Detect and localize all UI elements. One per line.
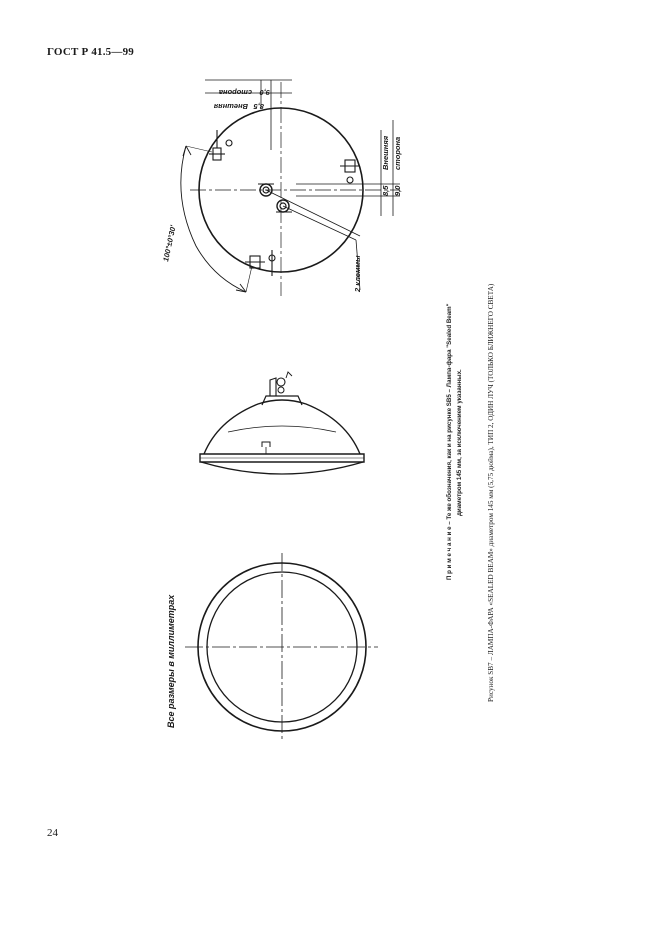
page-number: 24 — [47, 827, 58, 839]
contacts-label: 2 клеммы — [353, 255, 362, 292]
dim-right-1: 8,5 — [381, 185, 390, 196]
side-view — [200, 372, 364, 474]
front-view — [185, 553, 378, 742]
dim-top-1: 8,5 — [253, 102, 264, 111]
dim-right-2: 9,0 — [393, 185, 402, 196]
dim-top-1-word: Внешняя — [213, 102, 248, 111]
dim-top-2-word: сторона — [218, 88, 252, 97]
dim-right-2-word: сторона — [393, 136, 402, 170]
rear-view — [181, 80, 400, 296]
document-header: ГОСТ Р 41.5—99 — [47, 46, 134, 58]
note-line-1: П р и м е ч а н и е – Те же обозначения, как и на рисунке SB5 – Лампа-фара "Sealed Beam" — [446, 303, 453, 580]
figure-caption: Рисунок SB7 – ЛАМПА-ФАРА «SEALED BEAM» диаметром 145 мм (5,75 дюйма), ТИП 2, ОДИН ЛУЧ (ТОЛЬКО БЛИЖНЕГО СВЕТА) — [487, 283, 495, 702]
dim-right-1-word: Внешняя — [381, 135, 390, 170]
angle-label: 100°±0°30' — [161, 224, 178, 263]
all-dimensions-note: Все размеры в миллиметрах — [166, 594, 176, 728]
note-line-2: диаметром 145 мм, за исключением указанных. — [456, 369, 463, 516]
dim-top-2: 9,0 — [259, 88, 270, 97]
rear-view-labels — [161, 88, 402, 293]
